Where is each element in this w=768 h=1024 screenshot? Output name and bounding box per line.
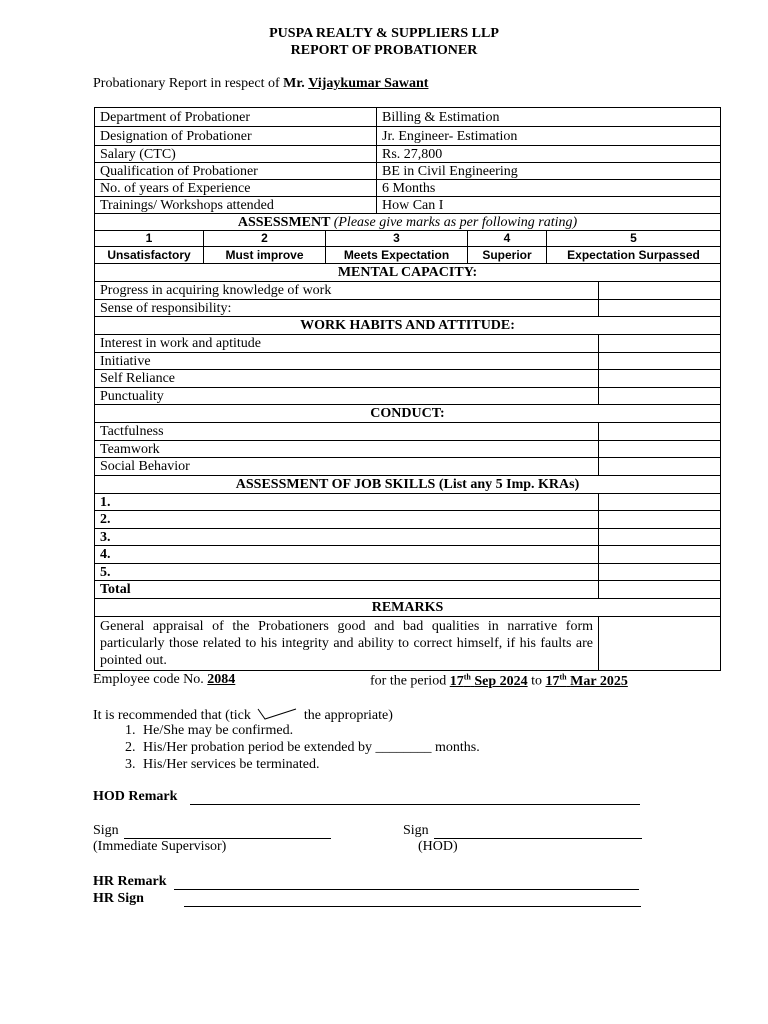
hr-remark-line[interactable] [174,875,639,890]
detail-row [95,146,721,163]
option-extend[interactable]: 2. His/Her probation period be extended by ________ months. [139,739,480,756]
remarks-row [95,617,721,671]
period-line [370,672,628,690]
option-terminate[interactable]: 3. His/Her services be terminated. [139,756,480,773]
kra-label[interactable]: 3. [95,529,599,546]
criteria-label: Initiative [95,353,599,370]
kra-label[interactable]: 2. [95,511,599,529]
detail-value: 6 Months [377,180,721,197]
option-confirm[interactable]: 1. He/She may be confirmed. [139,722,480,739]
tick-mark-icon [256,705,298,723]
kra-label[interactable]: 5. [95,564,599,581]
from-suffix: th [463,672,471,681]
detail-row [95,180,721,197]
to-day: 17 [545,673,560,689]
criteria-label: Punctuality [95,388,599,405]
period-to-label: to [531,673,543,689]
detail-value: BE in Civil Engineering [377,163,721,180]
conduct-heading: CONDUCT: [95,405,721,423]
criteria-row [95,370,721,388]
recommendation-lead: It is recommended that (tick [93,708,251,723]
period-to [546,674,628,689]
hod-remark-label: HOD Remark [93,789,178,804]
probation-form-table [94,107,721,671]
criteria-label: Interest in work and aptitude [95,335,599,353]
score-cell[interactable] [599,511,721,529]
section-heading-row [95,264,721,282]
total-label: Total [95,581,599,599]
section-heading-row [95,599,721,617]
assessment-note: (Please give marks as per following rating) [333,214,578,230]
total-score-cell[interactable] [599,581,721,599]
intro-line [93,76,428,92]
rating-number-row [95,231,721,247]
criteria-row [95,388,721,405]
mental-capacity-heading: MENTAL CAPACITY: [95,264,721,282]
score-cell[interactable] [599,335,721,353]
total-row [95,581,721,599]
detail-label: No. of years of Experience [95,180,377,197]
hod-sign-label: Sign [403,823,429,838]
criteria-row [95,441,721,458]
rating-label: Meets Expectation [326,247,468,264]
to-month-year: Mar 2025 [570,673,628,689]
period-from [450,674,528,689]
section-heading-row [95,476,721,494]
from-day: 17 [449,673,464,689]
rating-number: 3 [326,231,468,247]
hod-remark-line[interactable] [190,790,640,805]
hr-sign-label: HR Sign [93,891,144,906]
score-cell[interactable] [599,529,721,546]
section-heading-row [95,405,721,423]
score-cell[interactable] [599,441,721,458]
period-label: for the period [370,673,447,689]
kra-label[interactable]: 1. [95,494,599,511]
section-heading-row [95,317,721,335]
criteria-row [95,282,721,300]
criteria-row [95,458,721,476]
assessment-title: ASSESSMENT [237,214,331,230]
rating-label: Unsatisfactory [95,247,204,264]
hr-sign-line[interactable] [184,892,641,907]
detail-label: Department of Probationer [95,108,377,127]
detail-row [95,127,721,146]
hod-sign-line[interactable] [434,824,642,839]
detail-label: Designation of Probationer [95,127,377,146]
kra-row [95,529,721,546]
criteria-row [95,423,721,441]
detail-row [95,163,721,180]
score-cell[interactable] [599,370,721,388]
supervisor-sign-line[interactable] [124,824,331,839]
rating-label: Must improve [204,247,326,264]
remarks-heading: REMARKS [95,599,721,617]
rating-number: 1 [95,231,204,247]
rating-label: Expectation Surpassed [547,247,721,264]
criteria-row [95,335,721,353]
recommendation-trail: the appropriate) [303,708,393,723]
criteria-row [95,300,721,317]
criteria-label: Tactfulness [95,423,599,441]
detail-row [95,108,721,127]
report-title: REPORT OF PROBATIONER [290,43,478,58]
criteria-label: Progress in acquiring knowledge of work [95,282,599,300]
detail-value: Jr. Engineer- Estimation [377,127,721,146]
score-cell[interactable] [599,353,721,370]
detail-value: How Can I [377,197,721,214]
employee-code: 2084 [207,672,236,687]
detail-row [95,197,721,214]
detail-label: Trainings/ Workshops attended [95,197,377,214]
criteria-label: Sense of responsibility: [95,300,599,317]
score-cell[interactable] [599,300,721,317]
remarks-instruction: General appraisal of the Probationers good and bad qualities in narrative form particularly those related to his integrity and ability to correct himself, if his faults are pointed out. [95,617,599,671]
intro-prefix: Probationary Report in respect of [93,76,280,91]
supervisor-sign-label: Sign [93,823,119,838]
rating-label: Superior [468,247,547,264]
hod-caption: (HOD) [418,839,458,854]
assessment-heading [95,214,721,231]
score-cell[interactable] [599,423,721,441]
supervisor-caption: (Immediate Supervisor) [93,839,227,854]
employee-code-line [93,672,235,688]
employee-code-label: Employee code No. [93,672,204,687]
score-cell[interactable] [599,282,721,300]
detail-label: Qualification of Probationer [95,163,377,180]
kra-row [95,546,721,564]
work-habits-heading: WORK HABITS AND ATTITUDE: [95,317,721,335]
rating-number: 5 [547,231,721,247]
detail-label: Salary (CTC) [95,146,377,163]
kra-row [95,511,721,529]
criteria-row [95,353,721,370]
kra-row [95,564,721,581]
probationer-name: Vijaykumar Sawant [308,76,429,91]
criteria-label: Social Behavior [95,458,599,476]
rating-label-row [95,247,721,264]
job-skills-heading: ASSESSMENT OF JOB SKILLS (List any 5 Imp. KRAs) [95,476,721,494]
rating-number: 2 [204,231,326,247]
company-name: PUSPA REALTY & SUPPLIERS LLP [269,26,499,41]
remarks-cell[interactable] [599,617,721,671]
from-month-year: Sep 2024 [474,673,528,689]
kra-label[interactable]: 4. [95,546,599,564]
intro-salutation: Mr. [283,76,305,91]
recommendation-options [117,722,480,773]
score-cell[interactable] [599,494,721,511]
score-cell[interactable] [599,564,721,581]
rating-number: 4 [468,231,547,247]
assessment-heading-row [95,214,721,231]
criteria-label: Self Reliance [95,370,599,388]
score-cell[interactable] [599,458,721,476]
score-cell[interactable] [599,546,721,564]
criteria-label: Teamwork [95,441,599,458]
hr-remark-label: HR Remark [93,874,167,889]
detail-value: Rs. 27,800 [377,146,721,163]
score-cell[interactable] [599,388,721,405]
detail-value: Billing & Estimation [377,108,721,127]
kra-row [95,494,721,511]
to-suffix: th [559,672,567,681]
